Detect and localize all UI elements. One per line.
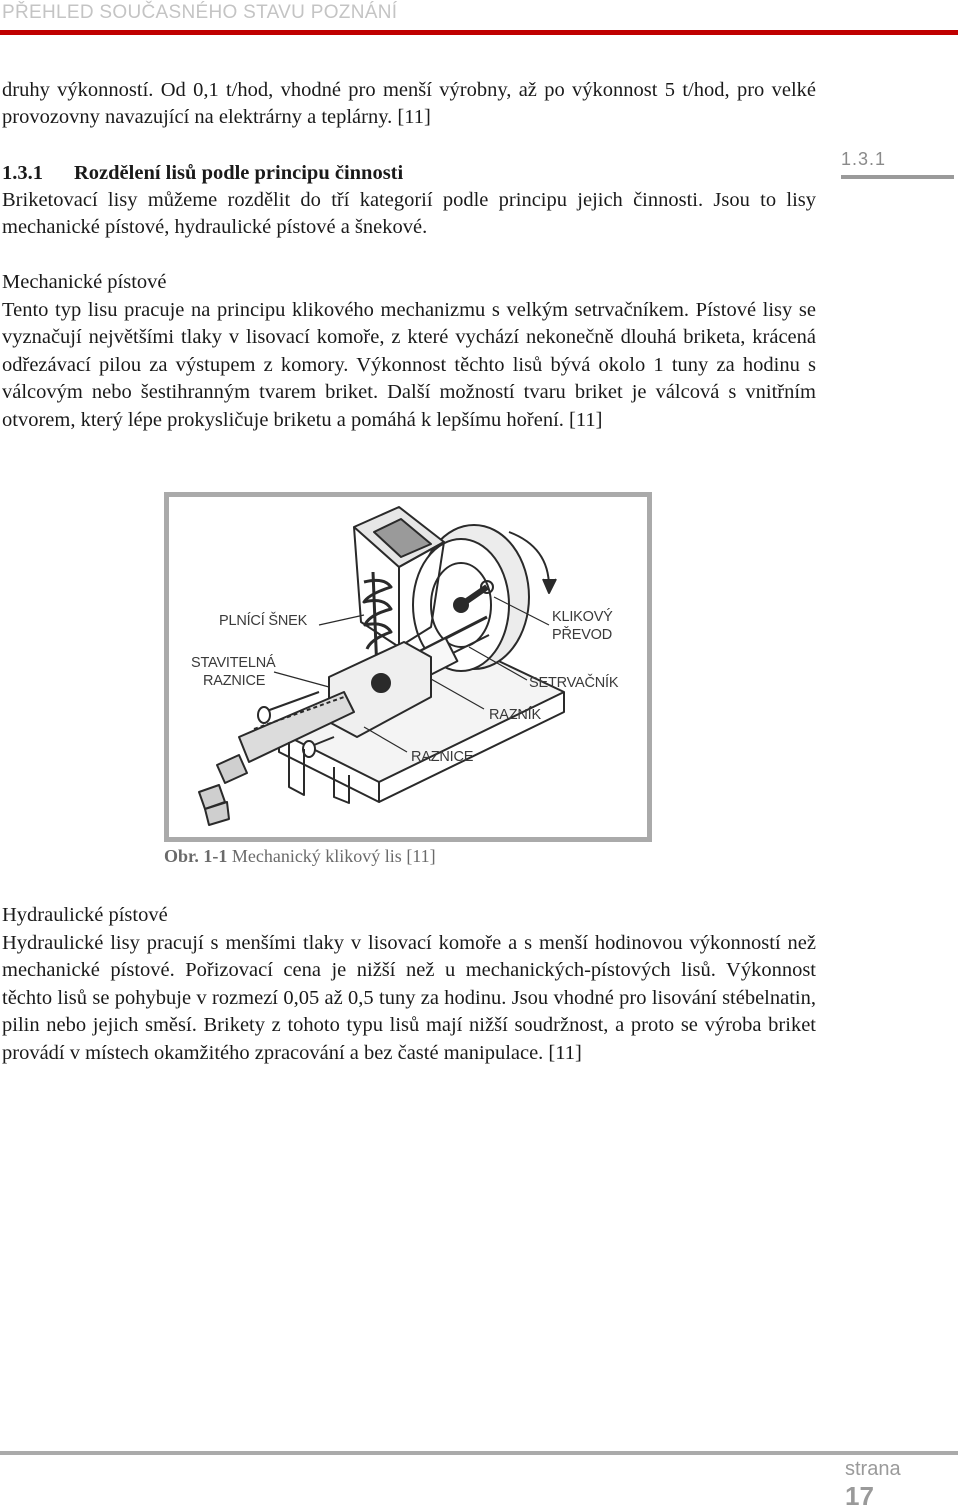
running-header: PŘEHLED SOUČASNÉHO STAVU POZNÁNÍ [2,2,398,23]
hydraulic-heading: Hydraulické pístové [2,904,168,926]
label-adjustable-die-line2: RAZNICE [203,673,266,689]
label-ram: RAZNÍK [489,707,541,723]
footer-page-label: strana [845,1458,901,1480]
section-paragraph: Briketovací lisy můžeme rozdělit do tří kategorií podle principu jejich činnosti. Jsou to lisy mechanické pístové, hydraulické pístové a šnekové. [2,189,816,239]
margin-rule [841,175,954,179]
label-crank-line1: KLIKOVÝ [552,609,613,625]
margin-section-number: 1.3.1 [841,149,887,169]
mechanical-heading: Mechanické pístové [2,271,167,293]
label-filling-screw: PLNÍCÍ ŠNEK [219,613,308,629]
label-die: RAZNICE [411,749,474,765]
figure-frame [164,492,652,842]
label-flywheel: SETRVAČNÍK [529,675,619,691]
header-rule [0,30,958,35]
section-title: Rozdělení lisů podle principu činnosti [74,162,404,184]
caption-number: Obr. 1-1 [164,846,228,866]
mechanical-paragraph: Tento typ lisu pracuje na principu klikového mechanizmu s velkým setrvačníkem. Pístové lisy se vyznačují největšími tlaky v lisovací komoře, z které vychází nekonečně dlouhá briketa, krácená odřezávací pilou za výstupem z komory. Výkonnost těchto lisů bývá okolo 1 tuny za hodinu s válcovým nebo šestihranným tvarem briket. Další možností tvaru briket je válcová s vnitřním otvorem, který lépe prokysličuje briketu a pomáhá k lepšímu hoření. [11] [2,299,816,431]
footer-rule [0,1451,958,1455]
figure-caption [164,846,436,867]
section-number: 1.3.1 [2,162,43,184]
hydraulic-paragraph: Hydraulické lisy pracují s menšími tlaky v lisovací komoře a s menší hodinovou výkonností než mechanické pístové. Pořizovací cena je nižší než u mechanických-pístových lisů. Výkonnost těchto lisů se pohybuje v rozmezí 0,05 až 0,5 tuny za hodinu. Jsou vhodné pro lisování stébelnatin, pilin nebo jejich směsí. Brikety z tohoto typu lisů mají nižší soudržnost, a proto se výroba briket provádí v místech okamžitého zpracování a bez časté manipulace. [11] [2,932,816,1064]
footer-page-number: 17 [845,1481,874,1511]
intro-paragraph: druhy výkonností. Od 0,1 t/hod, vhodné pro menší výrobny, až po výkonnost 5 t/hod, pro velké provozovny navazující na elektrárny a teplárny. [11] [2,79,816,129]
section-heading [2,160,403,187]
caption-text: Mechanický klikový lis [11] [231,846,436,866]
label-adjustable-die-line1: STAVITELNÁ [191,655,276,671]
label-crank-line2: PŘEVOD [552,627,613,643]
crank-press-illustration [169,497,647,837]
